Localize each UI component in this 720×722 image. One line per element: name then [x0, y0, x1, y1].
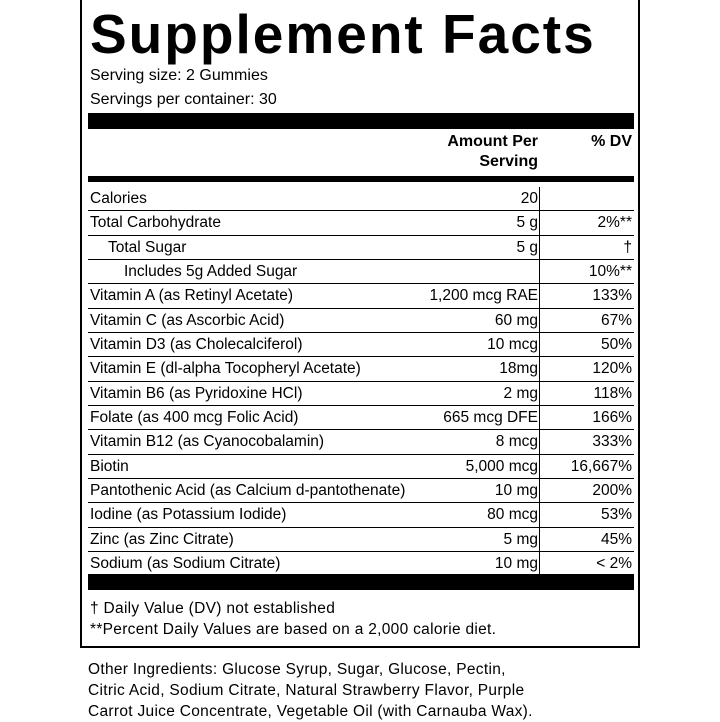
- nutrient-name: Total Sugar: [108, 238, 187, 256]
- nutrient-amount: 10 mg: [494, 555, 538, 573]
- nutrient-name: Vitamin A (as Retinyl Acetate): [90, 287, 294, 305]
- column-divider: [539, 406, 540, 430]
- nutrient-amount: 18mg: [499, 360, 538, 378]
- amount-header-line1: Amount Per: [447, 133, 538, 150]
- column-divider: [539, 552, 540, 576]
- amount-header-line2: Serving: [479, 153, 538, 170]
- other-ingredients-line: Other Ingredients: Glucose Syrup, Sugar, Glucose, Pectin,: [88, 661, 506, 678]
- nutrient-name: Pantothenic Acid (as Calcium d-pantothenate): [90, 482, 406, 500]
- nutrient-row: [88, 260, 634, 284]
- dv-header: % DV: [591, 133, 632, 150]
- nutrient-name: Vitamin B6 (as Pyridoxine HCl): [90, 384, 303, 402]
- column-divider: [539, 309, 540, 333]
- nutrient-row: [88, 552, 634, 575]
- nutrient-row: [88, 455, 634, 479]
- nutrient-dv: < 2%: [596, 555, 632, 573]
- thick-divider-top: [88, 113, 634, 129]
- supplement-facts-panel: [80, 0, 640, 648]
- nutrient-dv: 45%: [600, 530, 632, 548]
- amount-per-serving-header: [382, 132, 538, 172]
- nutrient-name: Includes 5g Added Sugar: [124, 263, 298, 281]
- nutrient-row: [88, 236, 634, 260]
- servings-per-container: Servings per container: 30: [90, 91, 277, 108]
- nutrient-dv: 16,667%: [570, 457, 632, 475]
- nutrient-amount: 80 mcg: [487, 506, 538, 524]
- nutrient-amount: 10 mg: [494, 482, 538, 500]
- other-ingredients-line: Carrot Juice Concentrate, Vegetable Oil (with Carnauba Wax).: [88, 703, 533, 720]
- nutrient-dv: 133%: [592, 287, 632, 305]
- nutrient-dv: 200%: [592, 482, 632, 500]
- nutrient-dv: 67%: [600, 311, 632, 329]
- nutrient-amount: 60 mg: [494, 311, 538, 329]
- nutrient-row: [88, 187, 634, 211]
- nutrient-name: Vitamin B12 (as Cyanocobalamin): [90, 433, 325, 451]
- nutrient-amount: 1,200 mcg RAE: [429, 287, 538, 305]
- nutrient-dv: 53%: [600, 506, 632, 524]
- nutrient-dv: 10%**: [588, 263, 632, 281]
- column-divider: [539, 503, 540, 527]
- nutrient-row: [88, 382, 634, 406]
- other-ingredients-line: Citric Acid, Sodium Citrate, Natural Strawberry Flavor, Purple: [88, 682, 525, 699]
- column-divider: [539, 528, 540, 552]
- column-divider: [539, 430, 540, 454]
- nutrient-dv: 120%: [592, 360, 632, 378]
- nutrient-row: [88, 406, 634, 430]
- nutrient-amount: 5 mg: [503, 530, 538, 548]
- serving-size: Serving size: 2 Gummies: [90, 67, 268, 84]
- nutrient-dv: 118%: [593, 384, 632, 402]
- nutrient-amount: 5 g: [516, 238, 538, 256]
- nutrient-name: Sodium (as Sodium Citrate): [90, 555, 281, 573]
- nutrient-row: [88, 211, 634, 235]
- column-divider: [539, 357, 540, 381]
- column-divider: [539, 455, 540, 479]
- nutrient-dv: 2%**: [597, 214, 632, 232]
- nutrient-name: Iodine (as Potassium Iodide): [90, 506, 287, 524]
- column-divider: [539, 382, 540, 406]
- nutrient-name: Vitamin E (dl-alpha Tocopheryl Acetate): [90, 360, 361, 378]
- nutrient-row: [88, 309, 634, 333]
- nutrient-dv: †: [623, 238, 632, 256]
- nutrient-row: [88, 333, 634, 357]
- panel-title: Supplement Facts: [90, 3, 596, 65]
- medium-divider: [88, 176, 634, 182]
- nutrient-name: Vitamin C (as Ascorbic Acid): [90, 311, 285, 329]
- column-divider: [539, 187, 540, 211]
- column-divider: [539, 333, 540, 357]
- nutrient-row: [88, 528, 634, 552]
- nutrient-name: Biotin: [90, 457, 129, 475]
- nutrient-amount: 2 mg: [503, 384, 538, 402]
- nutrient-row: [88, 430, 634, 454]
- footnote-dagger: † Daily Value (DV) not established: [90, 600, 336, 617]
- nutrient-dv: 50%: [600, 336, 632, 354]
- nutrient-amount: 665 mcg DFE: [443, 409, 538, 427]
- thick-divider-bottom: [88, 574, 634, 590]
- column-divider: [539, 284, 540, 308]
- nutrient-table: [88, 187, 634, 576]
- nutrient-amount: 5 g: [516, 214, 538, 232]
- nutrient-name: Calories: [90, 190, 147, 207]
- nutrient-name: Total Carbohydrate: [90, 214, 221, 232]
- nutrient-row: [88, 503, 634, 527]
- column-divider: [539, 260, 540, 284]
- nutrient-name: Vitamin D3 (as Cholecalciferol): [90, 336, 303, 354]
- nutrient-amount: 10 mcg: [487, 336, 538, 354]
- nutrient-name: Folate (as 400 mcg Folic Acid): [90, 409, 299, 427]
- column-divider: [539, 211, 540, 235]
- nutrient-name: Zinc (as Zinc Citrate): [90, 530, 234, 548]
- nutrient-row: [88, 357, 634, 381]
- other-ingredients: [88, 659, 648, 722]
- column-divider: [539, 479, 540, 503]
- nutrient-amount: 8 mcg: [495, 433, 538, 451]
- nutrient-row: [88, 479, 634, 503]
- nutrient-amount: 20: [520, 190, 538, 207]
- column-divider: [539, 236, 540, 260]
- nutrient-dv: 166%: [592, 409, 632, 427]
- nutrient-amount: 5,000 mcg: [465, 457, 538, 475]
- nutrient-dv: 333%: [592, 433, 632, 451]
- footnote-percent: **Percent Daily Values are based on a 2,000 calorie diet.: [90, 621, 497, 638]
- nutrient-row: [88, 284, 634, 308]
